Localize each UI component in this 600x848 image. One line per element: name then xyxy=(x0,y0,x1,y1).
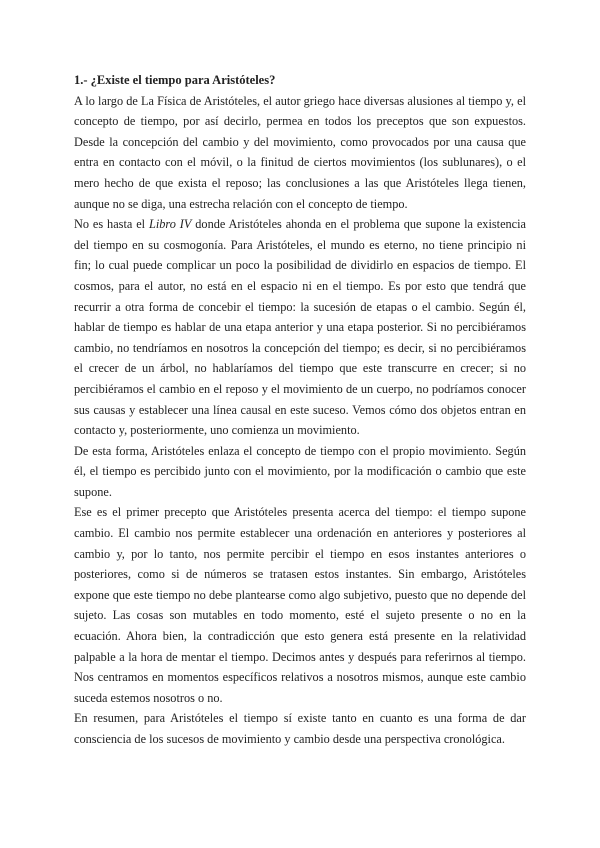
paragraph-movement: De esta forma, Aristóteles enlaza el concepto de tiempo con el propio movimiento. Según él, el tiempo es percibido junto con el movimiento, por la modificación o cambio que este supone. xyxy=(74,443,526,499)
paragraph-libro-iv xyxy=(74,214,526,441)
libro-iv-title: Libro IV xyxy=(148,217,192,232)
paragraph-libro-iv-rest: donde Aristóteles ahonda en el problema que supone la existencia del tiempo en su cosmogonía. Para Aristóteles, el mundo es eterno, no tiene principio ni fin; lo cual puede complicar un poco la posibilidad de dividirlo en espacios de tiempo. El cosmos, para el autor, no está en el espacio ni en el tiempo. Es por esto que tendrá que recurrir a otra forma de concebir el tiempo: la sucesión de etapas o el cambio. Según él, hablar de tiempo es hablar de una etapa anterior y una etapa posterior. Si no percibiéramos cambio, no tendríamos en nosotros la concepción del tiempo; es decir, si no percibiéramos el crecer de un árbol, no hablaríamos del tiempo que este transcurre en crecer; si no percibiéramos el cambio en el reposo y el movimiento de un cuerpo, no podríamos conocer sus causas y establecer una línea causal en este suceso. Vemos cómo dos objetos entran en contacto y, posteriormente, uno comienza un movimiento. xyxy=(74,217,527,438)
document-page xyxy=(74,70,526,750)
paragraph-first-precept: Ese es el primer precepto que Aristóteles presenta acerca del tiempo: el tiempo supone cambio. El cambio nos permite establecer una ordenación en anteriores y posteriores al cambio y, por lo tanto, nos permite percibir el tiempo en esos instantes anteriores o posteriores, como si de números se tratasen estos instantes. Sin embargo, Aristóteles expone que este tiempo no debe plantearse como algo subjetivo, puesto que no depende del sujeto. Las cosas son mutables en todo momento, esté el sujeto presente o no en la ecuación. Ahora bien, la contradicción que esto genera está presente en la relatividad palpable a la hora de mentar el tiempo. Decimos antes y después para referirnos al tiempo. Nos centramos en momentos específicos relativos a nosotros mismos, aunque este cambio suceda estemos nosotros o no. xyxy=(74,505,526,705)
paragraph-intro: A lo largo de La Física de Aristóteles, el autor griego hace diversas alusiones al tiempo y, el concepto de tiempo, por así decirlo, permea en todos los preceptos que son expuestos. Desde la concepción del cambio y del movimiento, como provocados por una causa que entra en contacto con el móvil, o la finitud de ciertos movimientos (los sublunares), o el mero hecho de que exista el reposo; las conclusiones a las que Aristóteles llega tienen, aunque no se diga, una estrecha relación con el concepto de tiempo. xyxy=(74,93,526,211)
section-heading: 1.- ¿Existe el tiempo para Aristóteles? xyxy=(74,73,276,87)
paragraph-libro-iv-start: No es hasta el xyxy=(74,217,149,232)
paragraph-summary: En resumen, para Aristóteles el tiempo sí existe tanto en cuanto es una forma de dar consciencia de los sucesos de movimiento y cambio desde una perspectiva cronológica. xyxy=(74,711,526,746)
